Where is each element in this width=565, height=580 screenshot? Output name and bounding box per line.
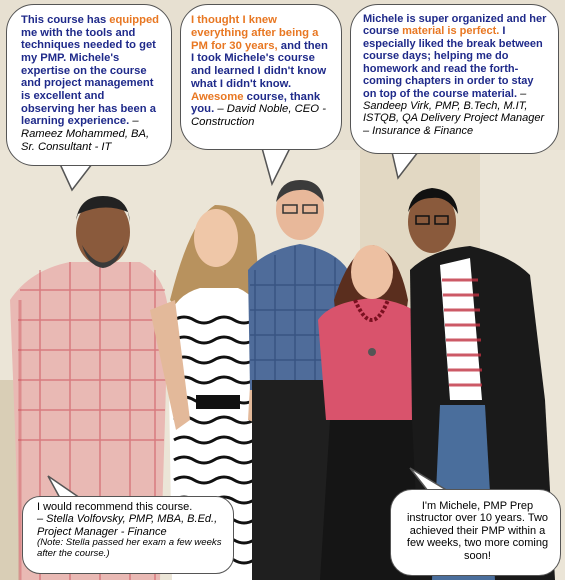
testimonial-highlight: material is perfect. (402, 25, 500, 38)
testimonial-bubble-michele (390, 489, 561, 576)
testimonial-highlight: equipped (109, 14, 160, 26)
testimonial-bubble-sandeep (350, 4, 559, 154)
testimonial-text: me with the tools and techniques needed to get my PMP. Michele's expertise on the course and project management is excellent and observing her has been a learning experience. (21, 26, 156, 128)
testimonial-note: (Note: Stella passed her exam a few weeks after the course.) (37, 537, 222, 560)
testimonial-attribution: – Sandeep Virk, PMP, B.Tech, M.IT, ISTQB, QA Delivery Project Manager – Insurance & Finance (363, 87, 545, 137)
testimonial-attribution: – Stella Volfovsky, PMP, MBA, B.Ed., Project Manager - Finance (37, 513, 218, 538)
testimonial-text: I would recommend this course. (37, 501, 193, 513)
testimonial-attribution: – David Noble, CEO - Construction (191, 103, 326, 128)
testimonial-bubble-rameez (6, 4, 172, 166)
testimonial-text: Michele is super organized and her course (363, 13, 547, 38)
testimonial-bubble-stella (22, 496, 234, 574)
testimonial-highlight: Awesome (191, 90, 244, 103)
testimonial-bubble-david (180, 4, 342, 150)
testimonial-text: This course has (21, 14, 110, 26)
testimonial-text: I especially liked the break between course days; helping me do homework and read the forth-coming chapters in order to stay on top of the course material. (363, 25, 543, 100)
testimonial-attribution: – Rameez Mohammed, BA, Sr. Consultant - IT (21, 115, 150, 153)
testimonial-text: and then I took Michele's course and learned I didn't know what I didn't know. (191, 39, 328, 90)
testimonial-text: I'm Michele, PMP Prep instructor over 10 years. Two achieved their PMP within a few weeks, two more coming soon! (406, 500, 549, 562)
testimonial-text: course, thank you. (191, 90, 321, 116)
testimonial-highlight: I thought I knew everything after being a PM for 30 years, (191, 14, 319, 52)
